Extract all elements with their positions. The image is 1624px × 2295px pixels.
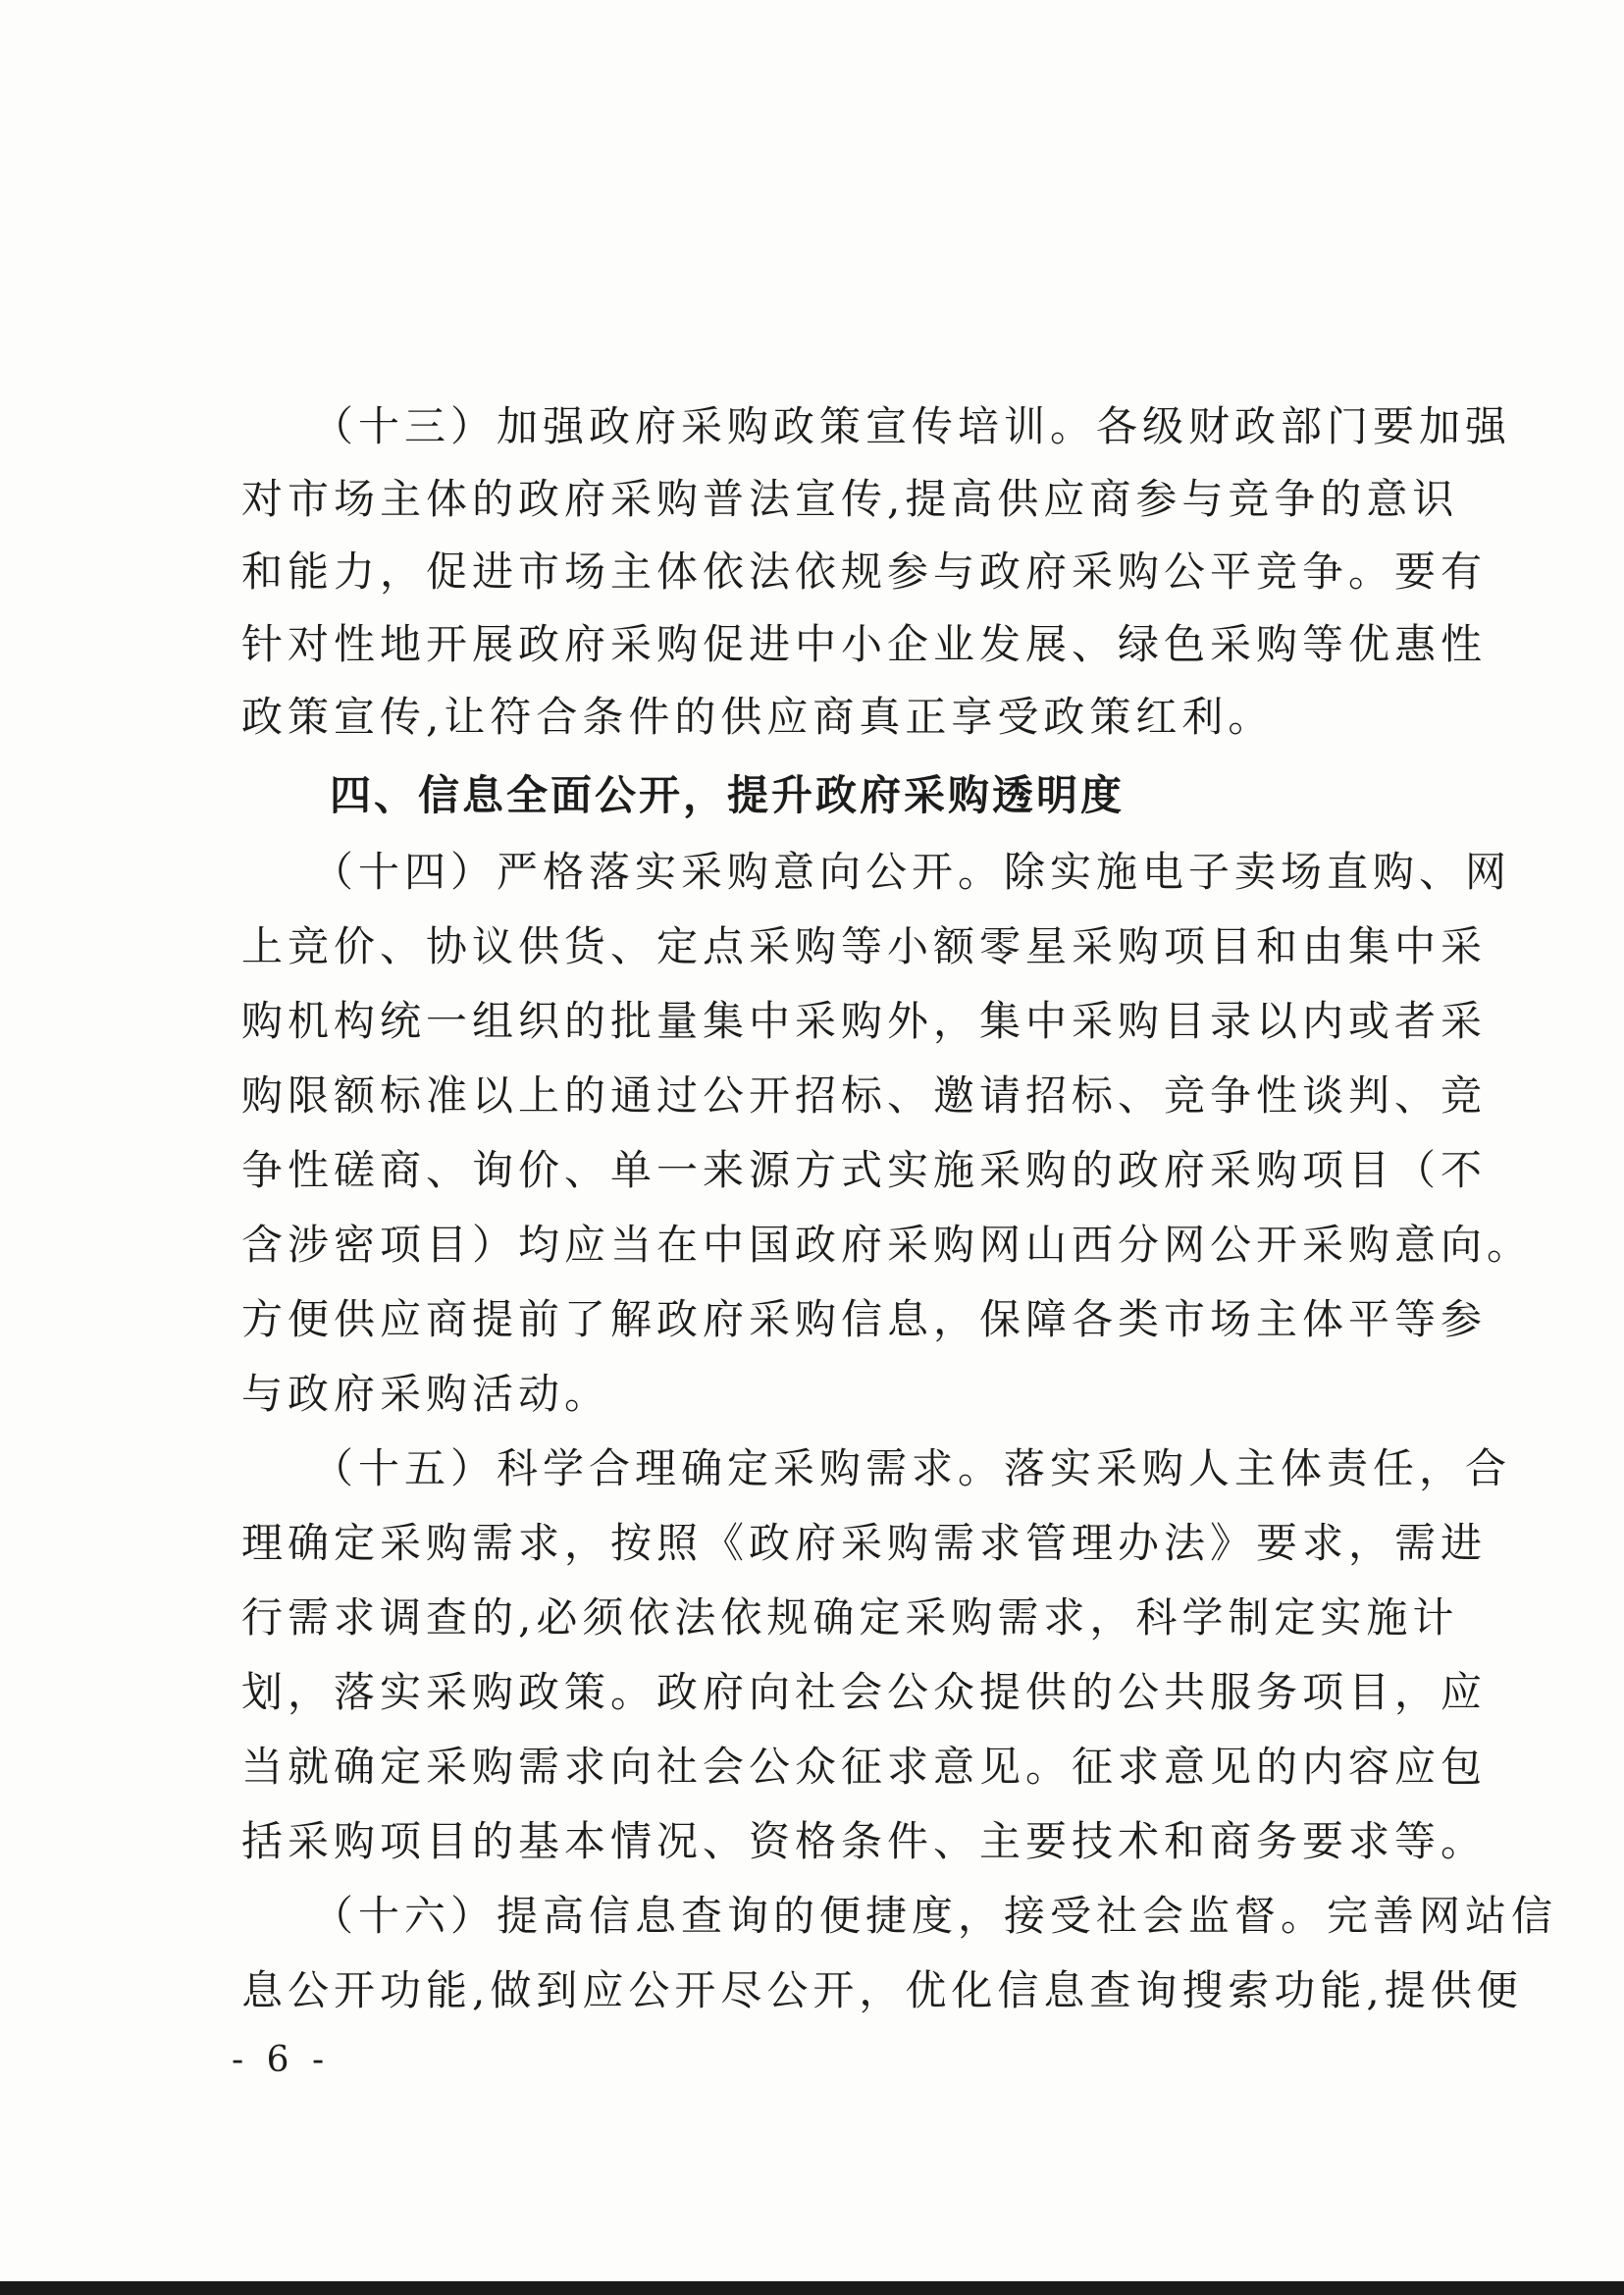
paragraph-13-line-3: 和能力，促进市场主体依法依规参与政府采购公平竞争。要有 (241, 548, 1488, 596)
paragraph-13-line-5: 政策宣传,让符合条件的供应商真正享受政策红利。 (241, 693, 1275, 741)
scan-bottom-edge (0, 2281, 1624, 2295)
paragraph-14-line-5: 争性磋商、询价、单一来源方式实施采购的政府采购项目（不 (241, 1146, 1488, 1194)
paragraph-15-line-4: 划，落实采购政策。政府向社会公众提供的公共服务项目，应 (241, 1668, 1488, 1716)
paragraph-15-line-1: （十五）科学合理确定采购需求。落实采购人主体责任，合 (312, 1444, 1512, 1492)
paragraph-14-line-2: 上竞价、协议供货、定点采购等小额零星采购项目和由集中采 (241, 922, 1488, 970)
paragraph-15-line-3: 行需求调查的,必须依法依规确定采购需求，科学制定实施计 (241, 1593, 1459, 1642)
paragraph-14-line-8: 与政府采购活动。 (241, 1370, 611, 1418)
paragraph-13-line-4: 针对性地开展政府采购促进中小企业发展、绿色采购等优惠性 (241, 620, 1488, 668)
paragraph-15-line-6: 括采购项目的基本情况、资格条件、主要技术和商务要求等。 (241, 1817, 1488, 1865)
paragraph-15-line-2: 理确定采购需求，按照《政府采购需求管理办法》要求，需进 (241, 1519, 1488, 1567)
paragraph-15-line-5: 当就确定采购需求向社会公众征求意见。征求意见的内容应包 (241, 1743, 1488, 1791)
paragraph-16-line-1: （十六）提高信息查询的便捷度，接受社会监督。完善网站信 (312, 1892, 1558, 1940)
paragraph-13-line-2: 对市场主体的政府采购普法宣传,提高供应商参与竞争的意识 (241, 475, 1459, 523)
paragraph-14-line-3: 购机构统一组织的批量集中采购外，集中采购目录以内或者采 (241, 997, 1488, 1045)
paragraph-14-line-1: （十四）严格落实采购意向公开。除实施电子卖场直购、网 (312, 848, 1512, 896)
paragraph-14-line-7: 方便供应商提前了解政府采购信息，保障各类市场主体平等参 (241, 1295, 1488, 1343)
page-number: - 6 - (232, 2040, 331, 2080)
section-heading: 四、信息全面公开，提升政府采购透明度 (330, 771, 1126, 819)
paragraph-14-line-4: 购限额标准以上的通过公开招标、邀请招标、竞争性谈判、竞 (241, 1071, 1488, 1120)
paragraph-16-line-2: 息公开功能,做到应公开尽公开，优化信息查询搜索功能,提供便 (241, 1966, 1523, 2014)
paragraph-14-line-6: 含涉密项目）均应当在中国政府采购网山西分网公开采购意向。 (241, 1221, 1534, 1269)
paragraph-13-line-1: （十三）加强政府采购政策宣传培训。各级财政部门要加强 (312, 402, 1512, 450)
